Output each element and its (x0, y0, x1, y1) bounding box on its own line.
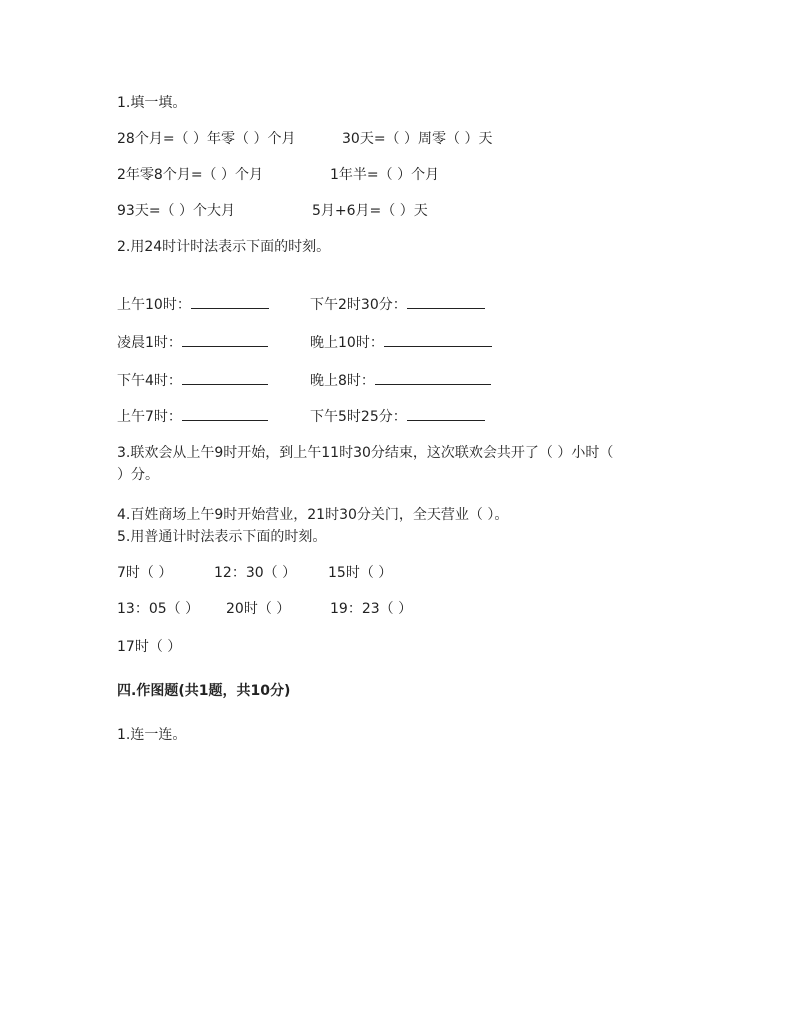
q2-item (310, 406, 485, 426)
q3-line1: 3.联欢会从上午9时开始，到上午11时30分结束，这次联欢会共开了（ ）小时（ (117, 445, 614, 461)
answer-blank[interactable] (191, 294, 269, 309)
q5-item: 20时（ ） (226, 601, 291, 617)
answer-blank[interactable] (182, 370, 268, 385)
q4-text: 4.百姓商场上午9时开始营业，21时30分关门，全天营业（ ）。 (117, 507, 509, 523)
answer-blank[interactable] (407, 294, 485, 309)
q5-item: 15时（ ） (328, 565, 393, 581)
q2-item-label: 下午5时25分： (310, 409, 407, 425)
q1-title: 1.填一填。 (117, 95, 187, 111)
q5-item: 7时（ ） (117, 565, 173, 581)
q1-row2-b: 1年半=（ ）个月 (330, 167, 440, 183)
q1-row1-b: 30天=（ ）周零（ ）天 (342, 131, 493, 147)
section4-q1: 1.连一连。 (117, 727, 187, 743)
q2-item (310, 370, 491, 390)
q2-item-label: 晚上8时： (310, 373, 375, 389)
q5-item: 13：05（ ） (117, 601, 200, 617)
q1-row3-b: 5月+6月=（ ）天 (312, 203, 428, 219)
answer-blank[interactable] (384, 332, 492, 347)
q2-item (310, 294, 485, 314)
q2-item-label: 上午10时： (117, 297, 191, 313)
q2-item-label: 下午4时： (117, 373, 182, 389)
answer-blank[interactable] (407, 406, 485, 421)
answer-blank[interactable] (375, 370, 491, 385)
q2-item (117, 406, 268, 426)
section-heading: 四.作图题(共1题，共10分) (117, 683, 291, 699)
q2-item-label: 晚上10时： (310, 335, 384, 351)
q5-item: 19：23（ ） (330, 601, 413, 617)
q5-title: 5.用普通计时法表示下面的时刻。 (117, 529, 327, 545)
answer-blank[interactable] (182, 406, 268, 421)
q1-row2-a: 2年零8个月=（ ）个月 (117, 167, 263, 183)
q2-item-label: 下午2时30分： (310, 297, 407, 313)
q1-row1-a: 28个月=（ ）年零（ ）个月 (117, 131, 296, 147)
q2-item (117, 294, 269, 314)
q2-item-label: 上午7时： (117, 409, 182, 425)
answer-blank[interactable] (182, 332, 268, 347)
q1-row3-a: 93天=（ ）个大月 (117, 203, 235, 219)
q5-item: 17时（ ） (117, 639, 182, 655)
q2-item (117, 332, 268, 352)
q5-item: 12：30（ ） (214, 565, 297, 581)
q2-item (117, 370, 268, 390)
q2-title: 2.用24时计时法表示下面的时刻。 (117, 239, 331, 255)
q3-line2: ）分。 (117, 467, 159, 483)
q2-item (310, 332, 492, 352)
q2-item-label: 凌晨1时： (117, 335, 182, 351)
